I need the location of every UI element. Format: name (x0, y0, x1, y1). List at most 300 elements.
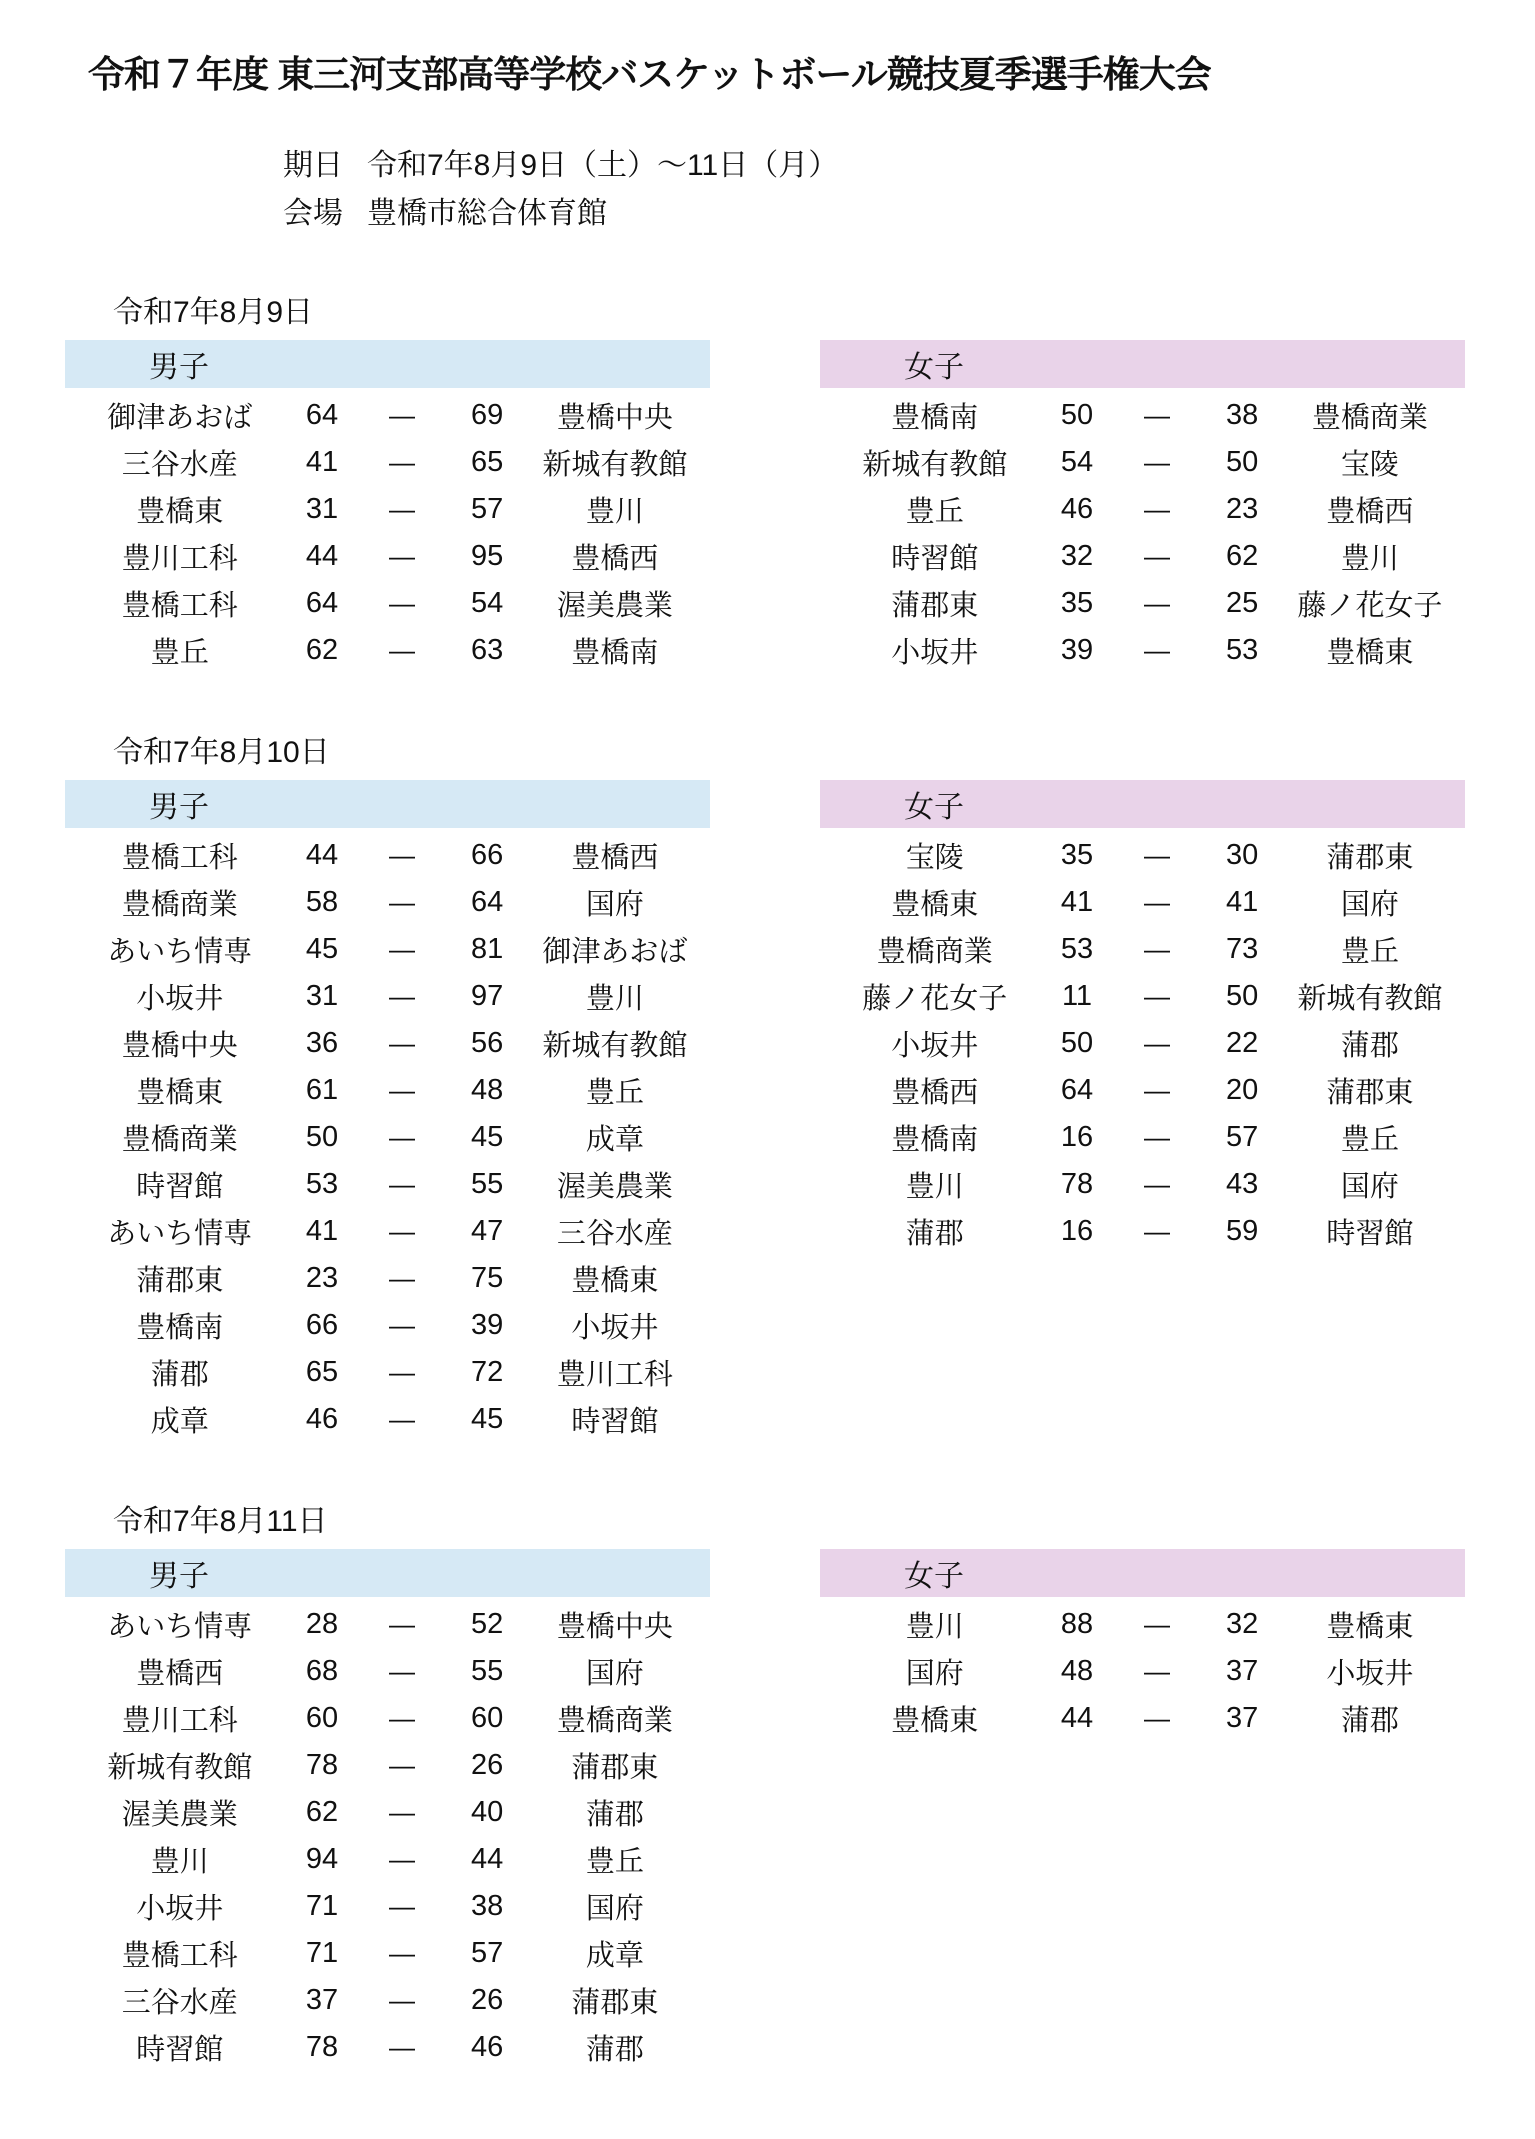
game-row (65, 1883, 710, 1930)
team2-name: 国府 (1340, 1171, 1399, 1203)
team2-score: 66 (470, 839, 504, 871)
team1-name: 豊川 (905, 1611, 964, 1643)
score-separator: — (388, 1357, 415, 1387)
score-separator: — (1143, 447, 1170, 477)
score-separator: — (388, 1122, 415, 1152)
team1-score: 16 (1060, 1215, 1094, 1247)
team1-name: 豊丘 (150, 637, 209, 669)
girls-table-header (820, 1549, 1465, 1597)
team1-name: 蒲郡東 (891, 590, 979, 622)
score-separator: — (1143, 840, 1170, 870)
score-separator: — (1143, 541, 1170, 571)
team2-name: 三谷水産 (556, 1218, 673, 1250)
team1-name: 藤ノ花女子 (862, 983, 1008, 1015)
team1-name: 小坂井 (136, 983, 224, 1015)
boys-rows (65, 832, 710, 1443)
boys-table-header (65, 780, 710, 828)
game-row (65, 1742, 710, 1789)
score-separator: — (388, 1844, 415, 1874)
team2-name: 豊橋西 (571, 842, 659, 874)
game-row (65, 1114, 710, 1161)
boys-table-header (65, 340, 710, 388)
team1-score: 31 (305, 980, 339, 1012)
score-separator: — (388, 635, 415, 665)
team1-name: 豊橋工科 (121, 842, 238, 874)
team1-name: 豊橋南 (891, 1124, 979, 1156)
team2-score: 53 (1225, 634, 1259, 666)
team2-name: 時習館 (571, 1406, 659, 1438)
game-row (65, 1302, 710, 1349)
score-separator: — (1143, 1169, 1170, 1199)
score-separator: — (1143, 1216, 1170, 1246)
team2-score: 81 (470, 933, 504, 965)
boys-table-header (65, 1549, 710, 1597)
score-separator: — (1143, 1656, 1170, 1686)
game-row (820, 580, 1465, 627)
team1-name: 豊川工科 (121, 1705, 238, 1737)
team2-name: 豊橋中央 (556, 1611, 673, 1643)
game-row (820, 1601, 1465, 1648)
game-row (65, 627, 710, 674)
event-info (283, 138, 1535, 234)
team1-score: 48 (1060, 1655, 1094, 1687)
game-row (820, 1695, 1465, 1742)
team2-name: 蒲郡 (1340, 1705, 1399, 1737)
team1-name: 蒲郡 (905, 1218, 964, 1250)
team1-name: あいち情専 (107, 936, 253, 968)
team2-name: 新城有教館 (542, 449, 688, 481)
team2-name: 御津あおば (542, 936, 688, 968)
game-row (820, 973, 1465, 1020)
girls-rows (820, 832, 1465, 1255)
team1-name: 成章 (150, 1406, 209, 1438)
game-row (65, 1020, 710, 1067)
score-separator: — (388, 1216, 415, 1246)
score-separator: — (388, 2032, 415, 2062)
girls-table-header (820, 780, 1465, 828)
team2-score: 73 (1225, 933, 1259, 965)
team2-name: 時習館 (1326, 1218, 1414, 1250)
team2-score: 52 (470, 1608, 504, 1640)
score-separator: — (1143, 1703, 1170, 1733)
team1-score: 39 (1060, 634, 1094, 666)
team1-name: 新城有教館 (862, 449, 1008, 481)
score-separator: — (1143, 1609, 1170, 1639)
team2-name: 新城有教館 (1297, 983, 1443, 1015)
team2-score: 37 (1225, 1702, 1259, 1734)
score-separator: — (388, 541, 415, 571)
score-separator: — (388, 494, 415, 524)
team1-name: 豊橋商業 (876, 936, 993, 968)
team1-name: 豊川工科 (121, 543, 238, 575)
game-row (820, 926, 1465, 973)
team1-name: 豊丘 (905, 496, 964, 528)
section-tables (65, 780, 1535, 1443)
team2-score: 20 (1225, 1074, 1259, 1106)
game-row (820, 1067, 1465, 1114)
girls-label: 女子 (904, 1560, 964, 1593)
team1-score: 64 (305, 587, 339, 619)
game-row (65, 1601, 710, 1648)
game-row (65, 392, 710, 439)
game-row (65, 1208, 710, 1255)
team1-score: 88 (1060, 1608, 1094, 1640)
game-row (65, 533, 710, 580)
team2-score: 26 (470, 1984, 504, 2016)
team1-score: 44 (305, 839, 339, 871)
team2-score: 44 (470, 1843, 504, 1875)
team2-name: 豊丘 (585, 1846, 644, 1878)
game-row (65, 879, 710, 926)
team2-score: 75 (470, 1262, 504, 1294)
team2-name: 豊川 (585, 496, 644, 528)
team2-score: 72 (470, 1356, 504, 1388)
team2-score: 57 (470, 1937, 504, 1969)
game-row (65, 1161, 710, 1208)
score-separator: — (1143, 494, 1170, 524)
game-row (65, 1695, 710, 1742)
team2-name: 蒲郡 (1340, 1030, 1399, 1062)
team1-score: 41 (1060, 886, 1094, 918)
team1-name: 国府 (905, 1658, 964, 1690)
game-row (820, 1161, 1465, 1208)
team2-score: 65 (470, 446, 504, 478)
team1-name: 三谷水産 (121, 449, 238, 481)
team2-name: 成章 (585, 1940, 644, 1972)
team2-score: 47 (470, 1215, 504, 1247)
team1-name: 豊橋南 (136, 1312, 224, 1344)
team2-score: 43 (1225, 1168, 1259, 1200)
boys-results-table (65, 340, 710, 674)
score-separator: — (388, 840, 415, 870)
team2-name: 豊橋東 (1326, 637, 1414, 669)
team2-score: 32 (1225, 1608, 1259, 1640)
team1-name: あいち情専 (107, 1611, 253, 1643)
team1-score: 50 (1060, 1027, 1094, 1059)
tournament-day-section (0, 296, 1535, 674)
team2-score: 50 (1225, 980, 1259, 1012)
team2-score: 25 (1225, 587, 1259, 619)
team2-score: 54 (470, 587, 504, 619)
event-date-line (283, 138, 1535, 186)
team1-name: 豊橋東 (891, 889, 979, 921)
team1-score: 64 (305, 399, 339, 431)
game-row (65, 1789, 710, 1836)
team2-score: 22 (1225, 1027, 1259, 1059)
team1-score: 44 (305, 540, 339, 572)
girls-label: 女子 (904, 791, 964, 824)
team1-name: 豊川 (905, 1171, 964, 1203)
team1-name: 渥美農業 (121, 1799, 238, 1831)
team2-score: 41 (1225, 886, 1259, 918)
team2-name: 小坂井 (1326, 1658, 1414, 1690)
team1-name: 豊橋工科 (121, 1940, 238, 1972)
team2-score: 62 (1225, 540, 1259, 572)
score-separator: — (388, 1656, 415, 1686)
team2-score: 95 (470, 540, 504, 572)
game-row (820, 1648, 1465, 1695)
team1-score: 31 (305, 493, 339, 525)
team1-score: 58 (305, 886, 339, 918)
team1-score: 23 (305, 1262, 339, 1294)
score-separator: — (1143, 981, 1170, 1011)
team1-name: 蒲郡東 (136, 1265, 224, 1297)
game-row (65, 580, 710, 627)
event-date-value: 令和7年8月9日（土）～11日（月） (367, 149, 839, 182)
event-venue-line (283, 186, 1535, 234)
score-separator: — (1143, 1075, 1170, 1105)
team2-score: 64 (470, 886, 504, 918)
team2-name: 蒲郡東 (1326, 842, 1414, 874)
team2-score: 57 (470, 493, 504, 525)
team2-score: 40 (470, 1796, 504, 1828)
team2-score: 37 (1225, 1655, 1259, 1687)
score-separator: — (388, 1797, 415, 1827)
team2-name: 国府 (585, 1658, 644, 1690)
score-separator: — (388, 1310, 415, 1340)
game-row (65, 439, 710, 486)
score-separator: — (1143, 887, 1170, 917)
team1-score: 71 (305, 1937, 339, 1969)
game-row (65, 926, 710, 973)
team2-score: 26 (470, 1749, 504, 1781)
team1-score: 50 (305, 1121, 339, 1153)
team1-score: 54 (1060, 446, 1094, 478)
team2-name: 豊橋西 (571, 543, 659, 575)
team2-name: 豊橋南 (571, 637, 659, 669)
team2-name: 国府 (1340, 889, 1399, 921)
team2-name: 蒲郡東 (571, 1987, 659, 2019)
team1-score: 41 (305, 1215, 339, 1247)
team2-name: 豊丘 (1340, 1124, 1399, 1156)
boys-label: 男子 (149, 1560, 209, 1593)
score-separator: — (388, 400, 415, 430)
sections-container (0, 296, 1535, 2071)
team1-score: 78 (305, 1749, 339, 1781)
team2-score: 30 (1225, 839, 1259, 871)
team2-score: 50 (1225, 446, 1259, 478)
team2-score: 38 (470, 1890, 504, 1922)
event-venue-value: 豊橋市総合体育館 (367, 197, 607, 230)
game-row (65, 1255, 710, 1302)
team1-name: 豊橋商業 (121, 1124, 238, 1156)
team1-score: 44 (1060, 1702, 1094, 1734)
score-separator: — (1143, 1122, 1170, 1152)
score-separator: — (388, 1404, 415, 1434)
game-row (820, 1208, 1465, 1255)
team1-name: 小坂井 (891, 1030, 979, 1062)
team1-score: 62 (305, 634, 339, 666)
team2-name: 豊橋西 (1326, 496, 1414, 528)
score-separator: — (388, 981, 415, 1011)
team1-score: 28 (305, 1608, 339, 1640)
team1-score: 46 (1060, 493, 1094, 525)
girls-label: 女子 (904, 351, 964, 384)
team2-name: 小坂井 (571, 1312, 659, 1344)
team2-name: 渥美農業 (556, 1171, 673, 1203)
team1-score: 53 (305, 1168, 339, 1200)
game-row (820, 832, 1465, 879)
team1-score: 16 (1060, 1121, 1094, 1153)
team2-name: 蒲郡 (585, 1799, 644, 1831)
team2-score: 60 (470, 1702, 504, 1734)
boys-results-table (65, 780, 710, 1443)
section-tables (65, 1549, 1535, 2071)
team1-score: 61 (305, 1074, 339, 1106)
team1-score: 32 (1060, 540, 1094, 572)
score-separator: — (388, 1703, 415, 1733)
game-row (65, 2024, 710, 2071)
game-row (820, 533, 1465, 580)
team2-name: 豊丘 (1340, 936, 1399, 968)
girls-results-table (820, 340, 1465, 674)
team2-name: 宝陵 (1340, 449, 1399, 481)
score-separator: — (1143, 1028, 1170, 1058)
game-row (820, 879, 1465, 926)
team1-name: 豊川 (150, 1846, 209, 1878)
team1-score: 78 (305, 2031, 339, 2063)
team2-score: 56 (470, 1027, 504, 1059)
team2-name: 豊川 (585, 983, 644, 1015)
team2-name: 豊川工科 (556, 1359, 673, 1391)
game-row (820, 439, 1465, 486)
team1-score: 53 (1060, 933, 1094, 965)
team1-name: 豊橋西 (891, 1077, 979, 1109)
team2-name: 豊橋東 (571, 1265, 659, 1297)
section-date: 令和7年8月9日 (113, 296, 314, 329)
document-page (0, 52, 1535, 2139)
score-separator: — (388, 1263, 415, 1293)
game-row (65, 1349, 710, 1396)
score-separator: — (388, 1028, 415, 1058)
score-separator: — (1143, 635, 1170, 665)
event-venue-label: 会場 (283, 197, 343, 230)
team1-score: 50 (1060, 399, 1094, 431)
team1-name: 豊橋西 (136, 1658, 224, 1690)
score-separator: — (388, 1609, 415, 1639)
game-row (65, 1067, 710, 1114)
team2-score: 38 (1225, 399, 1259, 431)
team1-score: 78 (1060, 1168, 1094, 1200)
team1-name: 小坂井 (891, 637, 979, 669)
team1-name: あいち情専 (107, 1218, 253, 1250)
team1-name: 小坂井 (136, 1893, 224, 1925)
team2-score: 39 (470, 1309, 504, 1341)
score-separator: — (388, 934, 415, 964)
section-date: 令和7年8月11日 (113, 1505, 328, 1538)
team2-score: 97 (470, 980, 504, 1012)
team2-name: 国府 (585, 889, 644, 921)
team2-name: 成章 (585, 1124, 644, 1156)
girls-rows (820, 392, 1465, 674)
team2-name: 蒲郡 (585, 2034, 644, 2066)
boys-results-table (65, 1549, 710, 2071)
game-row (65, 973, 710, 1020)
tournament-day-section (0, 736, 1535, 1443)
team2-score: 45 (470, 1403, 504, 1435)
team1-score: 41 (305, 446, 339, 478)
team1-name: 宝陵 (905, 842, 964, 874)
team1-name: 新城有教館 (107, 1752, 253, 1784)
tournament-day-section (0, 1505, 1535, 2071)
team1-score: 37 (305, 1984, 339, 2016)
score-separator: — (1143, 400, 1170, 430)
score-separator: — (388, 447, 415, 477)
team1-name: 豊橋東 (136, 496, 224, 528)
team1-score: 64 (1060, 1074, 1094, 1106)
game-row (820, 627, 1465, 674)
team1-name: 時習館 (136, 1171, 224, 1203)
score-separator: — (388, 588, 415, 618)
team2-name: 豊丘 (585, 1077, 644, 1109)
score-separator: — (388, 1985, 415, 2015)
team1-name: 御津あおば (107, 402, 253, 434)
team1-score: 11 (1061, 980, 1093, 1012)
team1-score: 68 (305, 1655, 339, 1687)
game-row (820, 486, 1465, 533)
team1-score: 46 (305, 1403, 339, 1435)
boys-rows (65, 1601, 710, 2071)
team1-name: 豊橋工科 (121, 590, 238, 622)
team1-name: 時習館 (891, 543, 979, 575)
team1-name: 豊橋東 (136, 1077, 224, 1109)
score-separator: — (1143, 934, 1170, 964)
game-row (65, 1648, 710, 1695)
girls-table-header (820, 340, 1465, 388)
team2-score: 59 (1225, 1215, 1259, 1247)
boys-rows (65, 392, 710, 674)
page-title: 令和７年度 東三河支部高等学校バスケットボール競技夏季選手権大会 (88, 54, 1211, 95)
team1-score: 94 (305, 1843, 339, 1875)
team2-score: 23 (1225, 493, 1259, 525)
score-separator: — (1143, 588, 1170, 618)
team2-name: 豊橋商業 (556, 1705, 673, 1737)
score-separator: — (388, 1891, 415, 1921)
team2-score: 57 (1225, 1121, 1259, 1153)
team2-score: 63 (470, 634, 504, 666)
score-separator: — (388, 887, 415, 917)
score-separator: — (388, 1169, 415, 1199)
section-tables (65, 340, 1535, 674)
game-row (65, 1930, 710, 1977)
team1-name: 豊橋商業 (121, 889, 238, 921)
team2-name: 国府 (585, 1893, 644, 1925)
boys-label: 男子 (149, 351, 209, 384)
game-row (820, 392, 1465, 439)
game-row (65, 832, 710, 879)
team1-name: 三谷水産 (121, 1987, 238, 2019)
team2-score: 69 (470, 399, 504, 431)
game-row (65, 1836, 710, 1883)
girls-rows (820, 1601, 1465, 1742)
team1-score: 66 (305, 1309, 339, 1341)
team2-name: 豊橋商業 (1311, 402, 1428, 434)
team1-name: 豊橋東 (891, 1705, 979, 1737)
game-row (820, 1020, 1465, 1067)
team1-score: 35 (1060, 839, 1094, 871)
game-row (65, 1396, 710, 1443)
team2-name: 藤ノ花女子 (1297, 590, 1443, 622)
team2-name: 豊川 (1340, 543, 1399, 575)
team2-score: 55 (470, 1655, 504, 1687)
team1-score: 71 (305, 1890, 339, 1922)
game-row (65, 486, 710, 533)
team2-name: 豊橋東 (1326, 1611, 1414, 1643)
section-date: 令和7年8月10日 (113, 736, 330, 769)
team1-score: 62 (305, 1796, 339, 1828)
score-separator: — (388, 1075, 415, 1105)
team2-name: 蒲郡東 (571, 1752, 659, 1784)
